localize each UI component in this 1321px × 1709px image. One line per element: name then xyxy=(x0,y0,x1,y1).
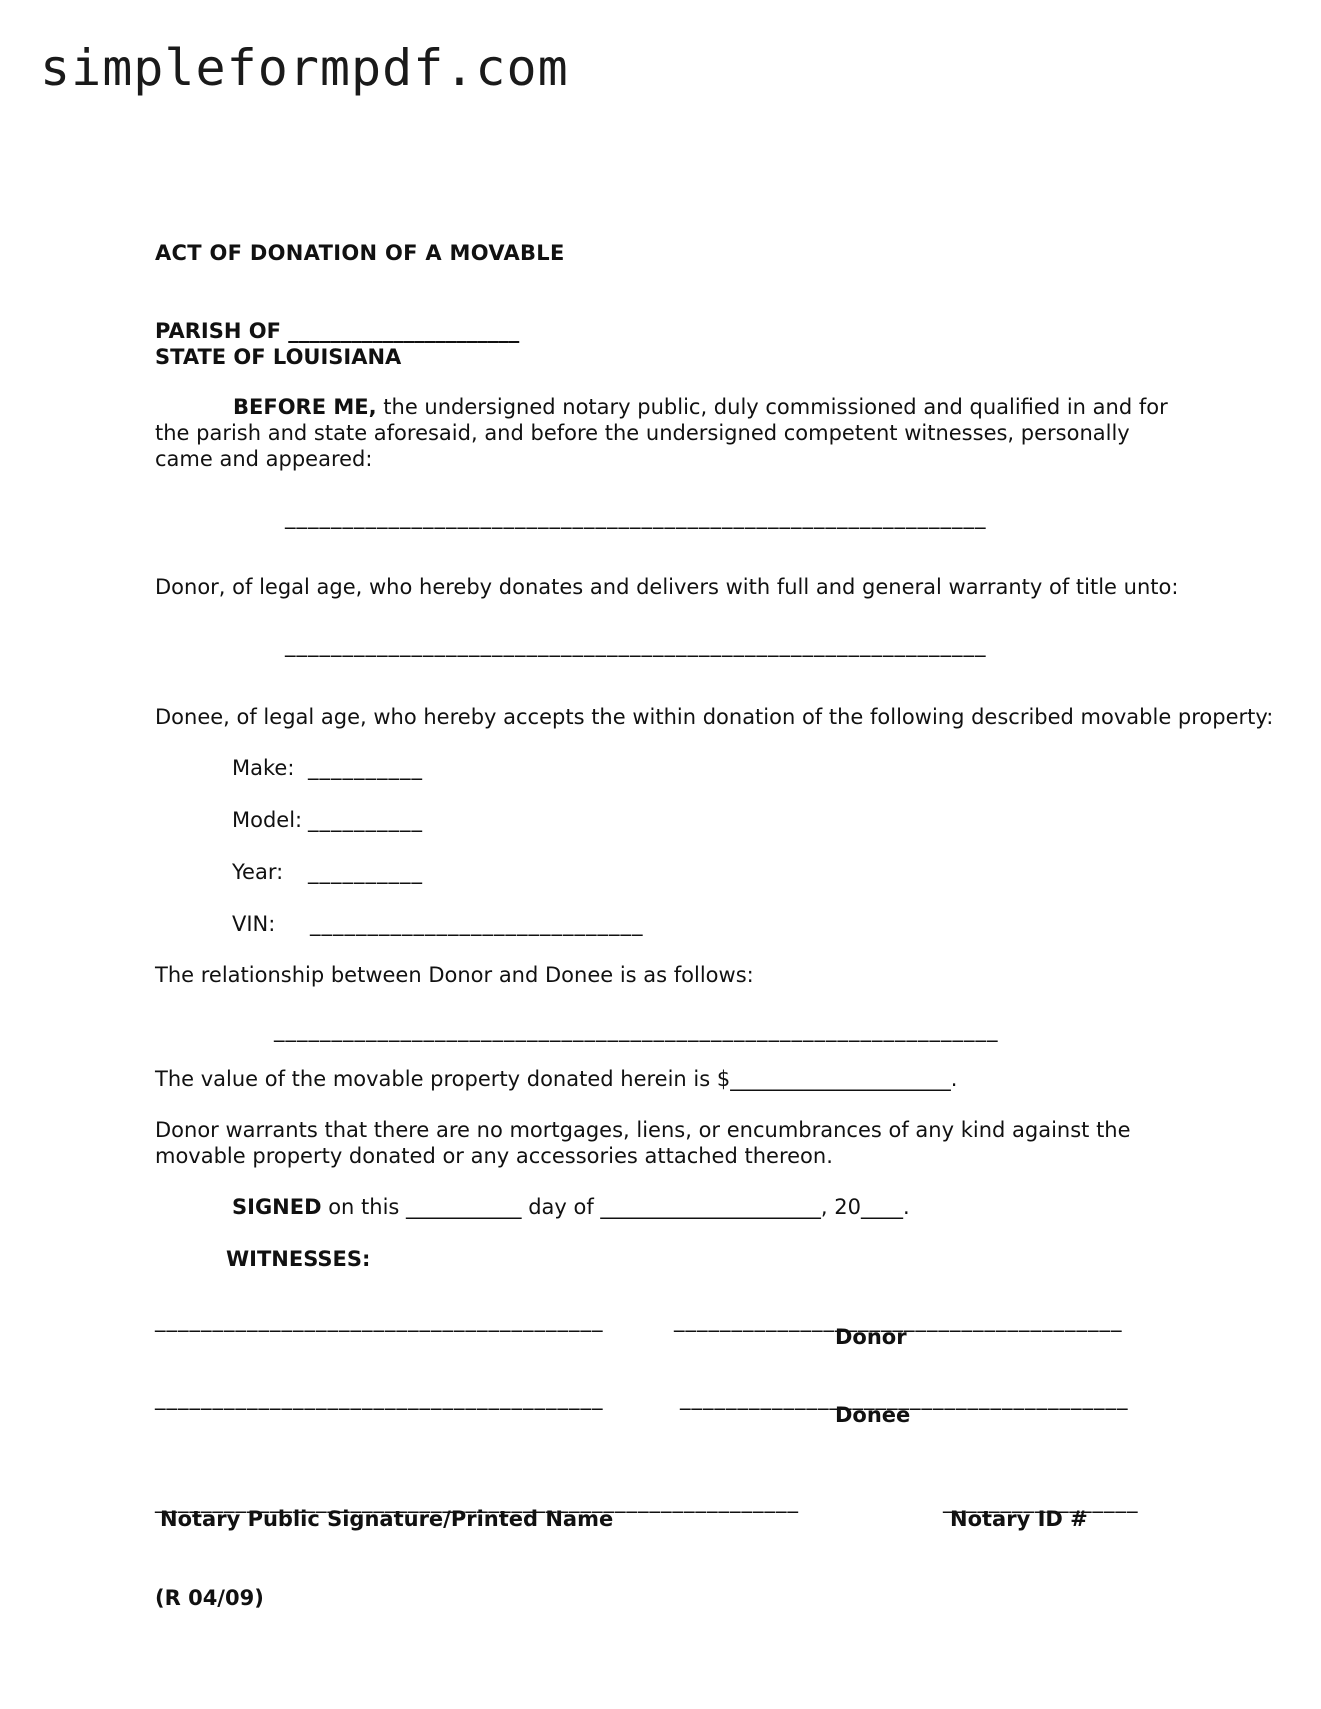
signed-text: on this ___________ day of _____________________, 20____. xyxy=(321,1195,910,1219)
revision-code: (R 04/09) xyxy=(155,1586,264,1610)
watermark-logo: simpleformpdf.com xyxy=(40,39,569,97)
vin-blank[interactable]: _____________________________ xyxy=(310,912,644,936)
witnesses-label: WITNESSES: xyxy=(226,1247,371,1271)
make-blank[interactable]: __________ xyxy=(308,756,423,780)
notary-id-label: Notary ID # xyxy=(950,1507,1088,1531)
donor-name-blank[interactable]: _____________________________________________________________ xyxy=(285,505,987,529)
state-line: STATE OF LOUISIANA xyxy=(155,345,402,369)
vin-label: VIN: xyxy=(232,912,276,936)
donee-signature-blank[interactable]: _______________________________________ xyxy=(680,1386,1129,1410)
notary-id-blank[interactable]: _________________ xyxy=(943,1489,1139,1513)
document-title: ACT OF DONATION OF A MOVABLE xyxy=(155,241,565,265)
witness-2-signature-blank[interactable]: _______________________________________ xyxy=(155,1386,604,1410)
relationship-blank[interactable]: _______________________________________________________________ xyxy=(274,1018,999,1042)
signed-lead: SIGNED xyxy=(232,1195,322,1219)
year-blank[interactable]: __________ xyxy=(308,860,423,884)
model-blank[interactable]: __________ xyxy=(308,808,423,832)
notary-signature-blank[interactable]: ________________________________________________________ xyxy=(155,1489,799,1513)
parish-line: PARISH OF ______________________ xyxy=(155,319,520,343)
warrant-text: Donor warrants that there are no mortgages, liens, or encumbrances of any kind against the movable property donated or any accessories attached thereon. xyxy=(155,1118,1131,1168)
donee-name-blank[interactable]: _____________________________________________________________ xyxy=(285,633,987,657)
witness-1-signature-blank[interactable]: _______________________________________ xyxy=(155,1308,604,1332)
value-text: The value of the movable property donated herein is $_____________________. xyxy=(155,1067,958,1091)
make-label: Make: xyxy=(232,756,295,780)
donor-label: Donor xyxy=(835,1325,907,1349)
notary-signature-label: Notary Public Signature/Printed Name xyxy=(160,1507,614,1531)
intro-paragraph xyxy=(155,394,1175,472)
donor-clause: Donor, of legal age, who hereby donates and delivers with full and general warranty of title unto: xyxy=(155,575,1179,599)
donee-label: Donee xyxy=(835,1403,911,1427)
intro-text: the undersigned notary public, duly commissioned and qualified in and for the parish and state aforesaid, and before the undersigned competent witnesses, personally came and appeared: xyxy=(155,395,1168,471)
donor-signature-blank[interactable]: _______________________________________ xyxy=(674,1308,1123,1332)
donee-clause: Donee, of legal age, who hereby accepts the within donation of the following described movable property: xyxy=(155,705,1274,729)
year-label: Year: xyxy=(232,860,284,884)
intro-lead: BEFORE ME, xyxy=(233,395,377,419)
signed-line xyxy=(232,1194,910,1220)
model-label: Model: xyxy=(232,808,303,832)
relationship-text: The relationship between Donor and Donee is as follows: xyxy=(155,963,754,987)
